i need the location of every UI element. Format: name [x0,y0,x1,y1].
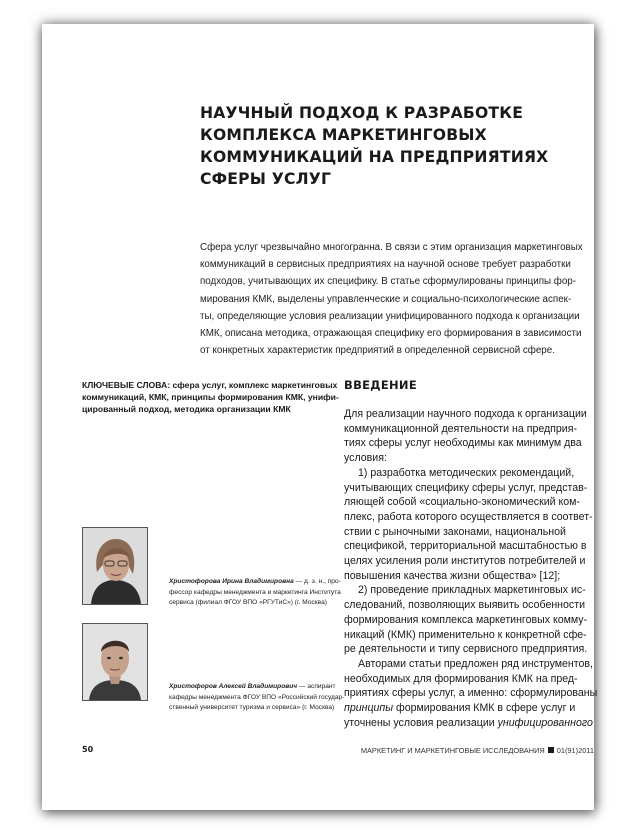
article-title [200,102,549,190]
title-line: КОММУНИКАЦИЙ НА ПРЕДПРИЯТИЯХ [200,148,549,166]
body-line: приятиях сферы услуг, а именно: сформулированы [344,687,598,700]
author-caption-line [169,682,369,693]
body-line: тиях сферы услуг необходимы как минимум два [344,437,582,450]
author-photo-woman [82,527,148,605]
abstract-line: ты, определяющие условия реализации унифицированного подхода к организации [200,310,580,322]
author-name: Христофорова Ирина Владимировна [169,578,294,585]
author-caption-1 [169,577,369,609]
body-line: спецификой, территориальной масштабностью в [344,540,587,553]
keywords-line: КЛЮЧЕВЫЕ СЛОВА: сфера услуг, комплекс маркетинговых [82,380,338,390]
body-line: плекс, работа которого осуществляется в соответ- [344,510,593,523]
author-caption-line: ственный университет туризма и сервиса» (г. Москва) [169,704,335,712]
title-line: НАУЧНЫЙ ПОДХОД К РАЗРАБОТКЕ [200,104,524,122]
body-line [344,701,594,716]
body-line: ре деятельности и типу сервисного предприятия. [344,643,588,656]
body-text [344,407,598,730]
square-bullet-icon [548,747,554,753]
keywords-line: коммуникаций, КМК, принципы формирования КМК, унифи- [82,392,339,402]
title-line: КОМПЛЕКСА МАРКЕТИНГОВЫХ [200,126,487,144]
body-line: Авторами статьи предложен ряд инструментов, [358,657,593,670]
body-line: повышения качества жизни общества» [12]; [344,569,561,582]
author-photo-man [82,623,148,701]
keywords-line: цированный подход, методика организации КМК [82,404,291,414]
journal-name: МАРКЕТИНГ И МАРКЕТИНГОВЫЕ ИССЛЕДОВАНИЯ [360,746,545,755]
abstract-line: от конкретных характеристик предприятий в определенной сервисной сфере. [200,345,555,357]
abstract-line: подходов, учитывающих их специфику. В статье сформулированы принципы фор- [200,276,576,288]
body-line-text: уточнены условия реализации [344,716,498,729]
body-line: ляющей собой «социально-экономический ком- [344,496,580,509]
author-caption-2 [169,682,369,714]
abstract-line: Сфера услуг чрезвычайно многогранна. В связи с этим организация маркетинговых [200,242,583,253]
author-degree: — д. э. н., про- [293,578,341,585]
page-number: 50 [82,745,94,754]
body-line: формирования комплекса маркетинговых комму- [344,613,588,626]
abstract-line: коммуникаций в сервисных предприятиях на научной основе требует разработки [200,259,571,271]
body-line: ствии с рыночными законами, национальной [344,525,566,538]
body-line: 2) проведение прикладных маркетинговых ис- [358,584,586,597]
abstract-line: КМК, описана методика, отражающая специфику его формирования в зависимости [200,328,582,340]
keywords [82,379,339,415]
section-title-introduction: ВВЕДЕНИЕ [344,378,417,392]
body-line: условия: [344,452,387,465]
author-caption-line [169,577,369,588]
body-line: 1) разработка методических рекомендаций, [358,466,575,479]
body-line: Для реализации научного подхода к организации [344,408,587,420]
title-line: СФЕРЫ УСЛУГ [200,170,332,188]
body-line: никаций (КМК) применительно к конкретной сфе- [344,628,587,641]
abstract [200,239,596,359]
issue-number: 01(91)2011 [556,746,594,755]
author-caption-line: фессор кафедры менеджмента и маркетинга Института [169,588,341,596]
body-line: целях усиления роли институтов потребителей и [344,555,586,568]
abstract-line: мирования КМК, выделены управленческие и социально-психологические аспек- [200,293,572,305]
body-italic-term: унифицированного [497,716,593,729]
body-italic-term: принципы [344,702,394,715]
body-line [344,716,594,731]
body-line: учитывающих специфику сферы услуг, представ- [344,481,588,494]
author-caption-line: кафедры менеджмента ФГОУ ВПО «Российский государ- [169,693,345,701]
author-name: Христофоров Алексей Владимирович [169,683,298,690]
running-footer [361,746,594,755]
body-line: необходимых для формирования КМК на пред- [344,672,578,685]
body-line-text: формирования КМК в сфере услуг и [393,702,576,715]
author-degree: — аспирант [297,683,336,690]
body-line: следований, позволяющих выявить особенности [344,599,585,612]
author-caption-line: сервиса (филиал ФГОУ ВПО «РГУТиС») (г. Москва) [169,599,327,607]
body-line: коммуникационной деятельности на предприя- [344,422,577,435]
